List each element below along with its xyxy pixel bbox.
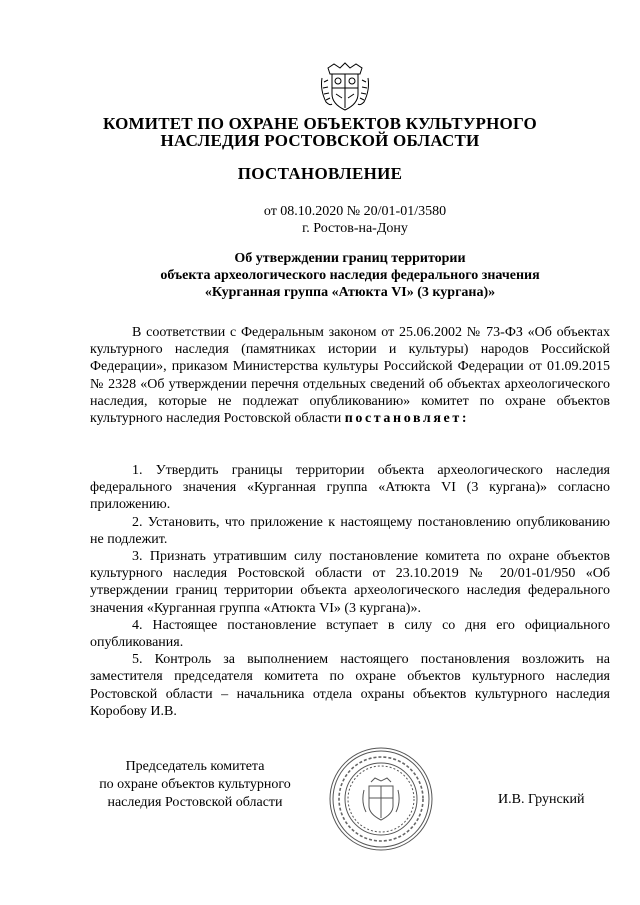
org-line-1: КОМИТЕТ ПО ОХРАНЕ ОБЪЕКТОВ КУЛЬТУРНОГО: [103, 114, 537, 133]
signatory-title: [90, 758, 300, 812]
date-number: от 08.10.2020 № 20/01-01/3580: [263, 204, 447, 219]
resolution-item: 2. Установить, что приложение к настоящему постановлению опубликованию не подлежит.: [90, 514, 610, 547]
subject-line-1: Об утверждении границ территории: [234, 251, 466, 266]
city: г. Ростов-на-Дону: [302, 221, 408, 236]
resolution-item: 4. Настоящее постановление вступает в силу со дня его официального опубликования.: [90, 617, 610, 651]
signatory-title-line-1: Председатель комитета: [125, 759, 265, 774]
document-subject: [0, 250, 640, 301]
subject-line-3: «Курганная группа «Атюкта VI» (3 кургана)»: [204, 285, 496, 300]
resolution-item: 1. Утвердить границы территории объекта археологического наследия федерального значения «Курганная группа «Атюкта VI (3 кургана)» согласно приложению.: [90, 463, 610, 513]
resolution-item: 3. Признать утратившим силу постановление комитета по охране объектов культурного наследия Ростовской области от 23.10.2019 № 20/01-01/950 «Об утверждении границ территории объекта археологического наследия федерального значения «Курганная группа «Атюкта VI» (3 кургана)».: [90, 549, 610, 616]
preamble-paragraph: [90, 324, 610, 427]
resolution-items: [90, 462, 610, 720]
signatory-title-line-3: наследия Ростовской области: [107, 795, 283, 810]
signatory-title-line-2: по охране объектов культурного: [99, 777, 291, 792]
organization-name: [0, 115, 640, 149]
preamble-text: В соответствии с Федеральным законом от 25.06.2002 № 73-ФЗ «Об объектах культурного наследия (памятниках истории и культуры) народов Российской Федерации», приказом Министерства культуры Российской Федерации от 01.09.2015 № 2328 «Об утверждении перечня отдельных сведений об объектах археологического наследия, которые не подлежат опубликованию» комитет по охране объектов культурного наследия Ростовской области: [90, 325, 610, 427]
subject-line-2: объекта археологического наследия федерального значения: [160, 268, 540, 283]
document-type: ПОСТАНОВЛЕНИЕ: [237, 164, 403, 183]
resolves-word: постановляет:: [344, 411, 470, 427]
preamble: [90, 324, 610, 427]
signatory-name: И.В. Грунский: [498, 792, 585, 807]
coat-of-arms-icon: [318, 60, 372, 114]
org-line-2: НАСЛЕДИЯ РОСТОВСКОЙ ОБЛАСТИ: [160, 131, 480, 150]
document-meta: [0, 203, 640, 237]
resolution-item: 5. Контроль за выполнением настоящего постановления возложить на заместителя председателя комитета по охране объектов культурного наследия Ростовской области – начальника отдела охраны объектов культурного наследия Коробову И.В.: [90, 652, 610, 719]
official-seal-icon: [328, 746, 434, 852]
